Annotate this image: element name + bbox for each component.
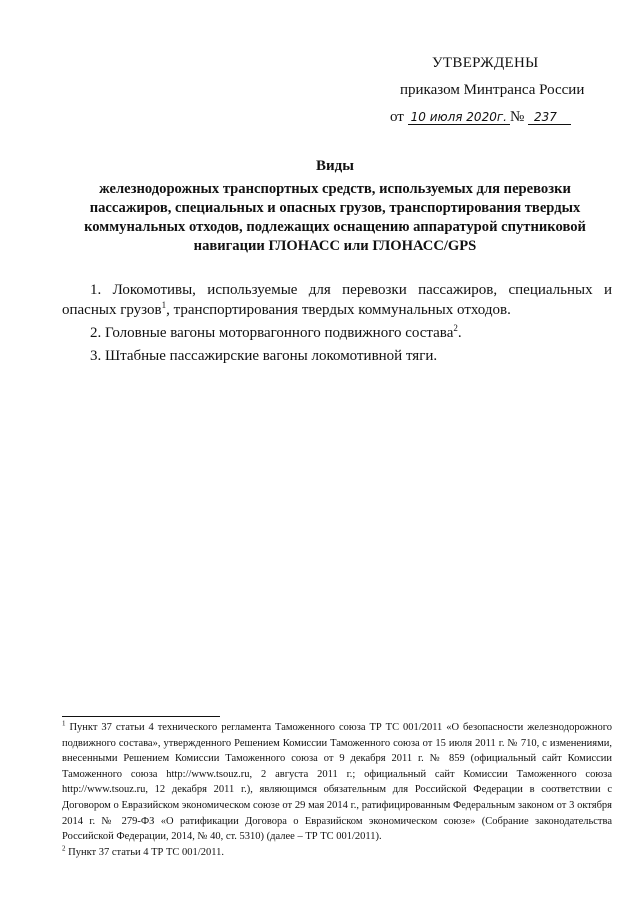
item-text: 3. Штабные пассажирские вагоны локомотивной тяги. (90, 348, 438, 364)
document-heading (62, 157, 608, 256)
item-text: 2. Головные вагоны моторвагонного подвижного состава (90, 325, 454, 341)
item-text: 1. Локомотивы, используемые для перевозки пассажиров, специальных и опасных грузов (62, 282, 612, 318)
number-prefix: № (509, 109, 525, 125)
list-item (62, 323, 612, 343)
footnote (62, 845, 612, 861)
date-prefix: от (390, 109, 404, 125)
item-text-cont: , транспортирования твердых коммунальных отходов. (166, 302, 511, 318)
heading-kind: Виды (316, 158, 354, 174)
approval-order-line: приказом Минтранса России (400, 82, 585, 98)
approval-title: УТВЕРЖДЕНЫ (432, 55, 539, 71)
heading-text: железнодорожных транспортных средств, используемых для перевозки пассажиров, специальных и опасных грузов, транспортирования твердых коммунальных отходов, подлежащих оснащению аппаратурой спутниковой навигации ГЛОНАСС или ГЛОНАСС/GPS (84, 181, 586, 254)
items-list (62, 280, 612, 369)
footnote (62, 720, 612, 845)
approval-block (380, 50, 620, 131)
footnote-text: Пункт 37 статьи 4 ТР ТС 001/2011. (68, 846, 224, 858)
footnote-ref: 1 (161, 300, 167, 310)
footnote-mark: 2 (62, 844, 66, 853)
approval-date-number-line (380, 104, 620, 131)
footnote-mark: 1 (62, 719, 66, 728)
footnote-divider (62, 716, 220, 717)
list-item (62, 280, 612, 320)
item-text-cont: . (457, 325, 462, 341)
handwritten-date: 10 июля 2020г. (408, 110, 510, 125)
handwritten-number: 237 (528, 110, 571, 125)
footnote-ref: 2 (453, 323, 458, 333)
footnotes (62, 720, 612, 860)
footnote-text: Пункт 37 статьи 4 технического регламента Таможенного союза ТР ТС 001/2011 «О безопасности железнодорожного подвижного состава», утвержденного Решением Комиссии Таможенного союза от 15 июля 2011 г. № 710, с изменениями, внесенными Решением Комиссии Таможенного союза от 9 декабря 2011 г. № 859 (официальный сайт Комиссии Таможенного союза http://www.tsouz.ru, 2 августа 2011 г.; официальный сайт Комиссии Таможенного союза http://www.tsouz.ru, 12 декабря 2011 г.), являющимся обязательным для Российской Федерации в соответствии с Договором о Евразийском экономическом союзе от 29 мая 2014 г., ратифицированным Федеральным законом от 3 октября 2014 г. № 279-ФЗ «О ратификации Договора о Евразийском экономическом союзе» (Собрание законодательства Российской Федерации, 2014, № 40, ст. 5310) (далее – ТР ТС 001/2011). (62, 722, 612, 843)
list-item (62, 346, 612, 366)
